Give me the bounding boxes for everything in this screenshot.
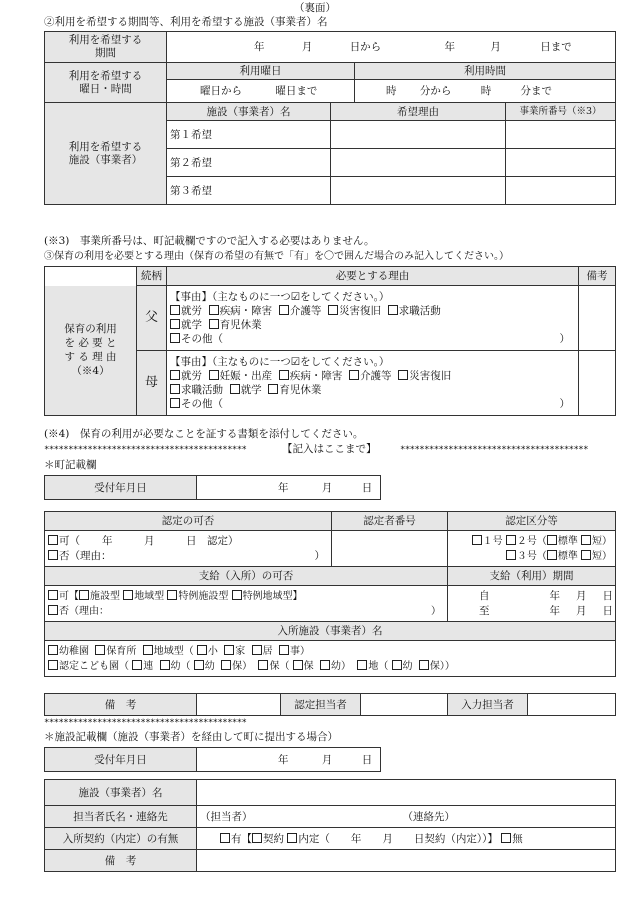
father-option-disaster[interactable]: 災害復旧: [328, 305, 381, 317]
facility-number-2[interactable]: [506, 149, 616, 177]
mother-option-other[interactable]: その他（ ）: [170, 397, 575, 411]
facility-choice-3[interactable]: 第３希望: [167, 177, 331, 205]
supply-field[interactable]: 可【 施設型 地域型 特例施設型 特例地域型】 否（理由： ）: [45, 586, 448, 622]
via-contact-label: 担当者氏名・連絡先: [45, 806, 197, 828]
town-staff-table: [44, 693, 616, 716]
page-side-label: （裏面）: [294, 2, 336, 14]
via-received-table: [44, 747, 381, 772]
facility-number-1[interactable]: [506, 121, 616, 149]
town-received-field[interactable]: 年 月 日: [197, 476, 381, 500]
facility-reason-3[interactable]: [331, 177, 506, 205]
father-option-jobseek[interactable]: 求職活動: [388, 305, 441, 317]
mother-reasons: 【事由】（主なものに一つ☑をしてください。） 就労 妊娠・出産 疾病・障害 介護等 災害復旧 求職活動 就学 育児休業 その他（ ）: [167, 351, 579, 416]
town-section-title: ＊町記載欄: [44, 459, 97, 471]
town-received-label: 受付年月日: [45, 476, 197, 500]
note-4: (※4) 保育の利用が必要なことを証する書類を添付してください。: [44, 428, 364, 440]
class-field[interactable]: １号 ２号（ 標準 短） ３号（ 標準 短）: [448, 531, 616, 567]
facility-number-3[interactable]: [506, 177, 616, 205]
divider-stars-full: ******************************************: [44, 718, 247, 728]
mother-option-school[interactable]: 就学: [230, 384, 262, 396]
usage-days-field[interactable]: 曜日から 曜日まで: [167, 80, 355, 103]
divider-stars-left: ******************************************: [44, 445, 247, 455]
via-contract-field[interactable]: 有【 契約 内定（ 年 月 日契約（内定））】 無: [197, 828, 616, 850]
reason-table: [44, 266, 616, 416]
facility-number-header: 事業所番号（※3）: [506, 103, 616, 121]
input-staff-label: 入力担当者: [448, 694, 528, 716]
supply-period-header: 支給（利用）期間: [448, 567, 616, 586]
father-option-care[interactable]: 介護等: [279, 305, 322, 317]
cert-number-field[interactable]: [332, 531, 448, 567]
facility-choice-1[interactable]: 第１希望: [167, 121, 331, 149]
divider-text: 【記入はここまで】: [282, 443, 377, 455]
note-3: (※3) 事業所番号は、町記載欄ですので記入する必要はありません。: [44, 235, 375, 247]
relation-father: 父: [137, 286, 167, 351]
enroll-facility-field[interactable]: 幼稚園 保育所 地域型（ 小 家 居 事） 認定こども園（ 連 幼（ 幼 保） 保（ 保 幼） 地（ 幼 保））: [45, 641, 616, 677]
mother-remarks[interactable]: [579, 351, 616, 416]
period-label: 利用を希望する 期間: [45, 32, 167, 63]
facility-label: 利用を希望する 施設（事業者）: [45, 103, 167, 205]
cert-staff-field[interactable]: [361, 694, 448, 716]
via-received-label: 受付年月日: [45, 748, 197, 772]
usage-time-header: 利用時間: [355, 63, 616, 80]
section3-title: ③保育の利用を必要とする理由（保育の希望の有無で「有」を〇で囲んだ場合のみ記入してください。）: [44, 251, 509, 262]
reason-header: 必要とする理由: [167, 267, 579, 286]
cert-number-header: 認定者番号: [332, 512, 448, 531]
input-staff-field[interactable]: [528, 694, 616, 716]
via-contract-label: 入所契約（内定）の有無: [45, 828, 197, 850]
via-section-title: ＊施設記載欄（施設（事業者）を経由して町に提出する場合）: [44, 731, 338, 743]
cert-staff-label: 認定担当者: [281, 694, 361, 716]
facility-name-header: 施設（事業者）名: [167, 103, 331, 121]
divider-stars-right: ***************************************: [400, 445, 588, 455]
section2-title: ②利用を希望する期間等、利用を希望する施設（事業者）名: [44, 16, 328, 28]
period-field[interactable]: 年 月 日から 年 月 日まで: [167, 32, 616, 63]
mother-option-pregnancy[interactable]: 妊娠・出産: [209, 370, 273, 382]
remarks-header: 備考: [579, 267, 616, 286]
mother-option-leave[interactable]: 育児休業: [268, 384, 321, 396]
father-option-school[interactable]: 就学: [170, 319, 202, 331]
class-header: 認定区分等: [448, 512, 616, 531]
father-remarks[interactable]: [579, 286, 616, 351]
via-received-field[interactable]: 年 月 日: [197, 748, 381, 772]
usage-request-table: [44, 31, 616, 205]
father-option-work[interactable]: 就労: [170, 305, 202, 317]
town-received-table: [44, 475, 381, 500]
via-facility-table: [44, 779, 616, 872]
via-remarks-field[interactable]: [197, 850, 616, 872]
usage-days-header: 利用曜日: [167, 63, 355, 80]
via-remarks-label: 備 考: [45, 850, 197, 872]
facility-reason-1[interactable]: [331, 121, 506, 149]
via-facility-name-field[interactable]: [197, 780, 616, 806]
via-facility-name-label: 施設（事業者）名: [45, 780, 197, 806]
town-decision-table: [44, 511, 616, 677]
supply-period-field[interactable]: 自 年 月 日 至 年 月 日: [448, 586, 616, 622]
mother-option-disaster[interactable]: 災害復旧: [398, 370, 451, 382]
town-remarks-field[interactable]: [197, 694, 281, 716]
supply-header: 支給（入所）の可否: [45, 567, 448, 586]
mother-option-care[interactable]: 介護等: [349, 370, 392, 382]
cert-field[interactable]: 可（ 年 月 日 認定） 否（理由： ）: [45, 531, 332, 567]
father-reasons: 【事由】（主なものに一つ☑をしてください。） 就労 疾病・障害 介護等 災害復旧 求職活動 就学 育児休業 その他（ ）: [167, 286, 579, 351]
weekday-time-label: 利用を希望する 曜日・時間: [45, 63, 167, 103]
relation-header: 続柄: [137, 267, 167, 286]
usage-time-field[interactable]: 時 分から 時 分まで: [355, 80, 616, 103]
father-option-other[interactable]: その他（ ）: [170, 332, 575, 346]
facility-reason-header: 希望理由: [331, 103, 506, 121]
cert-header: 認定の可否: [45, 512, 332, 531]
mother-option-jobseek[interactable]: 求職活動: [170, 384, 223, 396]
father-option-illness[interactable]: 疾病・障害: [209, 305, 273, 317]
father-option-leave[interactable]: 育児休業: [209, 319, 262, 331]
facility-reason-2[interactable]: [331, 149, 506, 177]
mother-option-illness[interactable]: 疾病・障害: [279, 370, 343, 382]
mother-option-work[interactable]: 就労: [170, 370, 202, 382]
facility-choice-2[interactable]: 第２希望: [167, 149, 331, 177]
relation-mother: 母: [137, 351, 167, 416]
via-contact-field[interactable]: （担当者） （連絡先）: [197, 806, 616, 828]
reason-label: 保育の利用 を 必 要 と す る 理 由 （※4）: [45, 286, 137, 416]
town-remarks-label: 備 考: [45, 694, 197, 716]
enroll-facility-header: 入所施設（事業者）名: [45, 622, 616, 641]
